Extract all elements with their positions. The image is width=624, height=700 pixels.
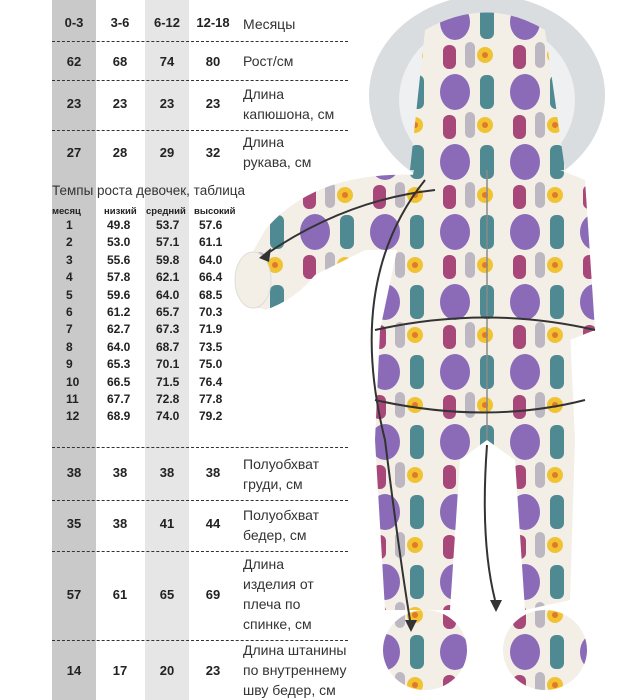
cell-value: 57 [66,587,82,602]
girls-table-cell: 12 [66,409,80,424]
row-label-line: груди, см [243,476,303,492]
girls-table-cell: 7 [66,322,73,337]
cell-value: 38 [205,465,221,480]
girls-table-cell: 64.0 [107,339,131,354]
row-label: Рост/см [243,53,294,69]
cell-value: 38 [159,465,175,480]
cell-value: 23 [66,96,82,111]
girls-table-cell: 75.0 [199,357,223,372]
girls-table-row [52,270,252,287]
row-label-line: Длина [243,86,284,102]
girls-table-cell: 11 [66,392,79,406]
cell-value: 27 [66,145,82,160]
girls-table-title: Темпы роста девочек, таблица [52,183,245,198]
size-header-col: 3-6 [110,15,130,30]
girls-table-cell: 66.4 [199,270,223,285]
girls-table-cell: 67.3 [156,322,180,337]
cell-value: 68 [112,54,128,69]
row-label-line: шву бедер, см [243,682,336,698]
girls-table-cell: 62.7 [107,322,131,337]
cell-value: 38 [112,465,128,480]
girls-table-cell: 4 [66,270,73,285]
girls-table-cell: 5 [66,287,73,302]
girls-table-row [52,235,252,252]
girls-table-cell: 70.3 [199,305,223,319]
cell-value: 41 [159,516,175,531]
girls-table-cell: 64.0 [156,287,180,302]
cell-value: 65 [159,587,175,602]
row-label-line: изделия от [243,576,314,592]
cell-value: 14 [66,663,82,678]
girls-table-cell: 6 [66,305,73,319]
girls-table-cell: 53.7 [156,218,180,232]
girls-header-month: месяц [52,206,81,217]
girls-table-cell: 79.2 [199,409,223,424]
girls-table-cell: 1 [66,218,73,232]
girls-table-cell: 49.8 [107,218,131,232]
size-header-label: Месяцы [243,16,296,32]
girls-table-row [52,375,252,392]
cell-value: 28 [112,145,128,160]
girls-table-cell: 3 [66,252,73,267]
girls-table-row [52,322,252,339]
girls-table-cell: 61.1 [199,235,223,250]
cell-value: 38 [112,516,128,531]
girls-table-row [52,288,252,305]
girls-table-cell: 72.8 [156,392,180,406]
cell-value: 35 [66,516,82,531]
cell-value: 23 [112,96,128,111]
girls-table-cell: 71.9 [199,322,223,337]
row-label-line: Длина штанины [243,642,347,658]
girls-table-cell: 68.5 [199,287,223,302]
cell-value: 29 [159,145,175,160]
girls-table-row [52,357,252,374]
girls-table-cell: 8 [66,339,73,354]
girls-table-cell: 10 [66,374,80,389]
row-label-line: по внутреннему [243,662,347,678]
row-divider [52,41,348,42]
row-label-line: Полуобхват [243,456,320,472]
girls-table-cell: 68.9 [107,409,131,424]
row-label-line: спинке, см [243,616,312,632]
size-header-col: 6-12 [153,15,181,30]
cell-value: 74 [159,54,175,69]
cell-value: 23 [205,663,221,678]
row-label-line: рукава, см [243,154,312,170]
girls-header-high: высокий [194,206,236,217]
girls-table-cell: 57.6 [199,218,223,232]
girls-table-cell: 71.5 [156,374,180,389]
cell-value: 32 [205,145,221,160]
size-header-col: 0-3 [64,15,84,30]
girls-table-cell: 68.7 [156,339,180,354]
girls-table-cell: 74.0 [156,409,180,424]
row-label-line: Длина [243,134,284,150]
cell-value: 80 [205,54,221,69]
girls-header-low: низкий [104,206,137,217]
girls-table-cell: 62.1 [156,270,180,285]
girls-table-cell: 61.2 [107,305,131,319]
cell-value: 44 [205,516,221,531]
girls-table-cell: 53.0 [107,235,131,250]
size-header-col: 12-18 [196,15,230,30]
girls-table-cell: 66.5 [107,374,131,389]
girls-table-cell: 77.8 [199,392,223,406]
girls-header-mid: средний [146,206,186,217]
girls-table-cell: 65.3 [107,357,131,372]
row-label-line: капюшона, см [243,106,335,122]
cell-value: 69 [205,587,221,602]
cell-value: 61 [112,587,128,602]
cell-value: 20 [159,663,175,678]
girls-table-cell: 76.4 [199,374,223,389]
cell-value: 38 [66,465,82,480]
girls-table-cell: 70.1 [156,357,180,372]
row-divider [52,80,348,81]
girls-table-row [52,218,252,235]
row-label-line: бедер, см [243,527,307,543]
row-divider [52,500,348,501]
girls-table-row [52,305,252,322]
row-divider [52,447,348,448]
girls-table-cell: 67.7 [107,392,131,406]
girls-table-cell: 9 [66,357,73,372]
girls-table-cell: 59.8 [156,252,180,267]
girls-table-cell: 65.7 [156,305,180,319]
row-divider [52,551,348,552]
girls-table-cell: 55.6 [107,252,131,267]
girls-table-cell: 57.1 [156,235,180,250]
row-label-line: Длина [243,556,284,572]
cell-value: 23 [159,96,175,111]
girls-table-cell: 64.0 [199,252,223,267]
girls-table-cell: 57.8 [107,270,131,285]
girls-table-row [52,340,252,357]
row-label-line: Полуобхват [243,507,320,523]
girls-table-cell: 73.5 [199,339,223,354]
girls-table-cell: 59.6 [107,287,131,302]
cell-value: 17 [112,663,128,678]
girls-table-cell: 2 [66,235,73,250]
row-label-line: плеча по [243,596,301,612]
cell-value: 62 [66,54,82,69]
girls-table-row [52,409,252,426]
row-divider [52,130,348,131]
cell-value: 23 [205,96,221,111]
girls-table-row [52,253,252,270]
girls-table-row [52,392,252,409]
